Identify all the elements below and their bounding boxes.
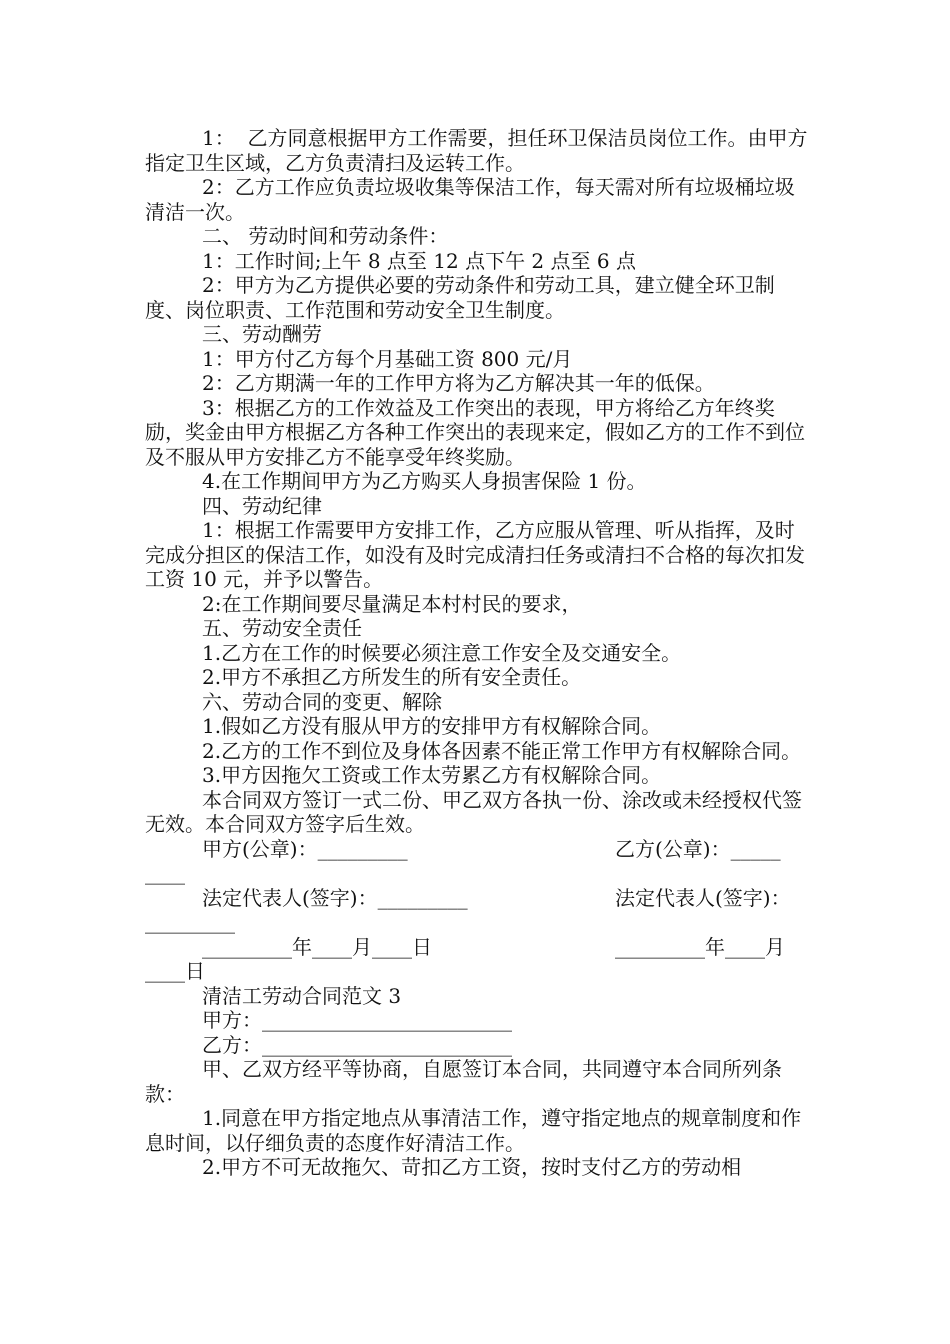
clause-paragraph: 2：乙方期满一年的工作甲方将为乙方解决其一年的低保。 xyxy=(202,371,715,395)
clause-paragraph: 1：甲方付乙方每个月基础工资 800 元/月 xyxy=(202,346,573,371)
party-a-representative-line: 法定代表人(签字)：_________ xyxy=(202,885,468,910)
clause-paragraph: 甲、乙双方经平等协商，自愿签订本合同，共同遵守本合同所列条款： xyxy=(145,1057,782,1106)
section-heading: 二、 劳动时间和劳动条件： xyxy=(202,224,449,248)
section-heading: 五、劳动安全责任 xyxy=(202,616,362,640)
section-heading: 四、劳动纪律 xyxy=(202,493,322,518)
party-a-line: 甲方：_________________________ xyxy=(202,1008,512,1032)
clause-paragraph: 3.甲方因拖欠工资或工作太劳累乙方有权解除合同。 xyxy=(202,763,662,787)
clause-paragraph: 1.同意在甲方指定地点从事清洁工作，遵守指定地点的规章制度和作息时间，以仔细负责的态度作好清洁工作。 xyxy=(145,1106,802,1155)
party-b-representative-line: 法定代表人(签字)： xyxy=(615,885,791,910)
document-body xyxy=(145,126,810,1180)
date-row xyxy=(145,935,810,960)
clause-paragraph: 1.乙方在工作的时候要必须注意工作安全及交通安全。 xyxy=(202,640,682,665)
clause-paragraph: 3：根据乙方的工作效益及工作突出的表现，甲方将给乙方年终奖励，奖金由甲方根据乙方各种工作突出的表现来定，假如乙方的工作不到位及不服从甲方安排乙方不能享受年终奖励。 xyxy=(145,395,805,469)
party-b-date-continuation: ____日 xyxy=(145,959,205,983)
contract-title: 清洁工劳动合同范文 3 xyxy=(202,983,402,1008)
clause-paragraph: 2：甲方为乙方提供必要的劳动条件和劳动工具，建立健全环卫制度、岗位职责、工作范围和劳动安全卫生制度。 xyxy=(145,273,775,322)
clause-paragraph: 1： 乙方同意根据甲方工作需要，担任环卫保洁员岗位工作。由甲方指定卫生区域，乙方负责清扫及运转工作。 xyxy=(145,126,808,175)
clause-paragraph: 1：根据工作需要甲方安排工作，乙方应服从管理、听从指挥，及时完成分担区的保洁工作，如没有及时完成清扫任务或清扫不合格的每次扣发工资 10 元，并予以警告。 xyxy=(145,518,805,591)
clause-paragraph: 2.甲方不承担乙方所发生的所有安全责任。 xyxy=(202,665,582,689)
party-a-seal-line: 甲方(公章)：_________ xyxy=(202,836,408,861)
party-a-date-line: _________年____月____日 xyxy=(202,934,432,959)
clause-paragraph: 2:在工作期间要尽量满足本村村民的要求， xyxy=(202,591,582,616)
seal-row xyxy=(145,837,810,862)
section-heading: 六、劳动合同的变更、解除 xyxy=(202,689,442,714)
party-b-seal-continuation: ____ xyxy=(145,861,185,885)
clause-paragraph: 4.在工作期间甲方为乙方购买人身损害保险 1 份。 xyxy=(202,469,647,493)
clause-paragraph: 本合同双方签订一式二份、甲乙双方各执一份、涂改或未经授权代签无效。本合同双方签字后生效。 xyxy=(145,787,802,836)
clause-paragraph: 1：工作时间;上午 8 点至 12 点下午 2 点至 6 点 xyxy=(202,248,636,273)
clause-paragraph: 1.假如乙方没有服从甲方的安排甲方有权解除合同。 xyxy=(202,714,662,738)
party-b-seal-line: 乙方(公章)：_____ xyxy=(615,836,781,861)
clause-paragraph: 2.乙方的工作不到位及身体各因素不能正常工作甲方有权解除合同。 xyxy=(202,738,802,763)
clause-paragraph: 2.甲方不可无故拖欠、苛扣乙方工资，按时支付乙方的劳动相 xyxy=(202,1155,742,1179)
party-b-date-line: _________年____月 xyxy=(615,934,785,959)
party-b-representative-continuation: _________ xyxy=(145,910,235,934)
representative-row xyxy=(145,886,810,911)
party-b-line: 乙方：_________________________ xyxy=(202,1032,512,1057)
clause-paragraph: 2：乙方工作应负责垃圾收集等保洁工作，每天需对所有垃圾桶垃圾清洁一次。 xyxy=(145,175,795,224)
section-heading: 三、劳动酬劳 xyxy=(202,322,322,346)
